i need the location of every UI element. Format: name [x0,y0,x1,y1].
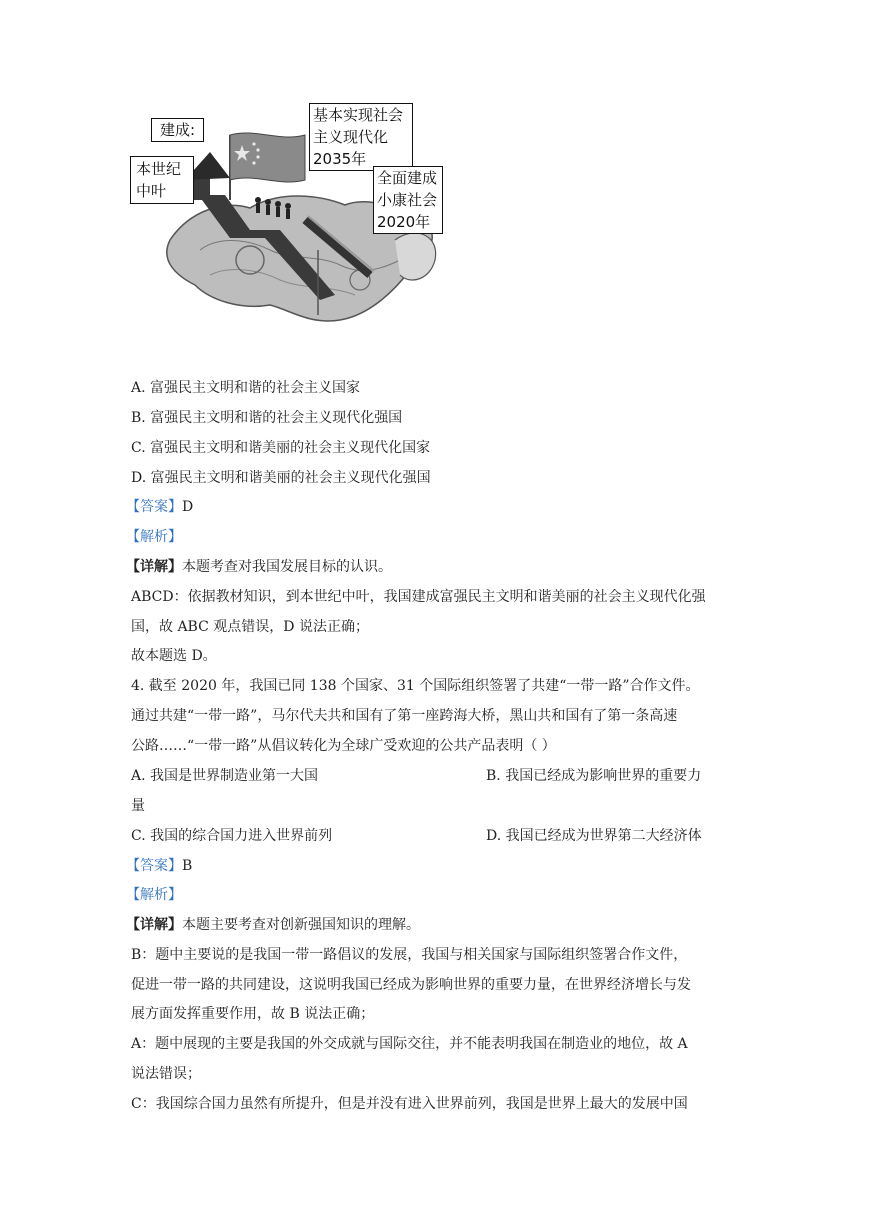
q4-explanation-6: C：我国综合国力虽然有所提升，但是并没有进入世界前列，我国是世界上最大的发展中国 [131,1096,688,1112]
answer-value: D [182,499,194,515]
label-midcentury: 本世纪 中叶 [130,156,194,204]
q3-explanation-2: 国，故 ABC 观点错误，D 说法正确； [131,619,369,635]
q3-analysis-tag: 【解析】 [126,529,182,545]
q4-explanation-3: 展方面发挥重要作用，故 B 说法正确； [131,1006,375,1022]
q4-explanation-5: 说法错误； [131,1066,201,1082]
q4-detail [126,915,420,935]
q4-explanation-1: B：题中主要说的是我国一带一路倡议的发展，我国与相关国家与国际组织签署合作文件， [131,947,688,963]
q4-explanation-2: 促进一带一路的共同建设，这说明我国已经成为影响世界的重要力量，在世界经济增长与发 [131,977,691,993]
q4-option-d: D. 我国已经成为世界第二大经济体 [486,828,702,844]
q4-stem-3: 公路……“一带一路”从倡议转化为全球广受欢迎的公共产品表明（ ） [131,738,556,754]
answer-tag: 【答案】 [126,858,182,874]
q4-stem-1: 4. 截至 2020 年，我国已同 138 个国家、31 个国际组织签署了共建“一带一路”合作文件。 [131,678,700,694]
detail-tag: 【详解】 [126,917,182,933]
label-2035: 基本实现社会 主义现代化 2035年 [309,103,413,171]
illustration [130,100,450,330]
q3-detail [126,557,392,577]
q3-option-c: C. 富强民主文明和谐美丽的社会主义现代化国家 [131,440,431,456]
detail-tag: 【详解】 [126,559,182,575]
q3-answer [126,497,193,517]
q4-explanation-4: A：题中展现的主要是我国的外交成就与国际交往，并不能表明我国在制造业的地位，故 A [131,1036,688,1052]
q4-option-c: C. 我国的综合国力进入世界前列 [131,828,333,844]
q3-option-a: A. 富强民主文明和谐的社会主义国家 [131,380,361,396]
label-jiancheng: 建成: [151,118,204,142]
label-2020: 全面建成 小康社会 2020年 [373,166,443,234]
q4-option-a: A. 我国是世界制造业第一大国 [131,768,319,784]
detail-text: 本题主要考查对创新强国知识的理解。 [182,917,420,933]
q3-explanation-1: ABCD：依据教材知识，到本世纪中叶，我国建成富强民主文明和谐美丽的社会主义现代化强 [131,589,706,605]
answer-tag: 【答案】 [126,499,182,515]
q4-stem-2: 通过共建“一带一路”，马尔代夫共和国有了第一座跨海大桥，黑山共和国有了第一条高速 [131,708,678,724]
q4-analysis-tag: 【解析】 [126,887,182,903]
q4-option-b-continued: 量 [131,798,145,814]
detail-text: 本题考查对我国发展目标的认识。 [182,559,392,575]
q3-option-b: B. 富强民主文明和谐的社会主义现代化强国 [131,410,403,426]
answer-value: B [182,858,193,874]
q3-explanation-3: 故本题选 D。 [131,648,217,664]
q4-option-b: B. 我国已经成为影响世界的重要力 [486,768,702,784]
q3-option-d: D. 富强民主文明和谐美丽的社会主义现代化强国 [131,470,431,486]
q4-answer [126,856,192,876]
